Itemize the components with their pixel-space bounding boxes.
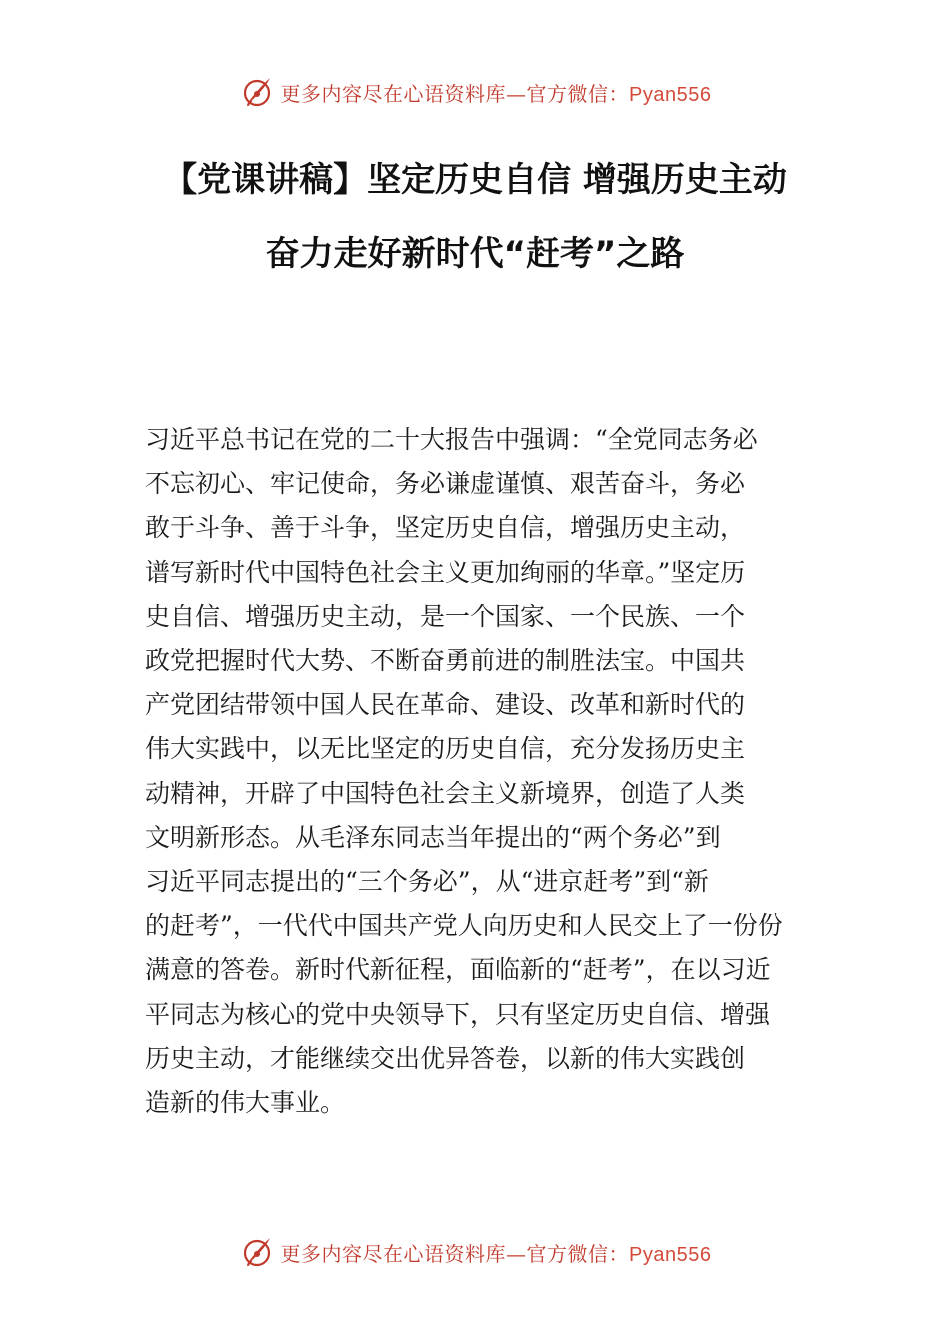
- body-line: 满意的答卷。新时代新征程，面临新的“赶考”，在以习近: [145, 955, 771, 985]
- footer-banner-text: 更多内容尽在心语资料库—官方微信：Pyan556: [280, 1241, 712, 1266]
- body-line: 造新的伟大事业。: [145, 1088, 346, 1118]
- body-line: 不忘初心、牢记使命，务必谦虚谨慎、艰苦奋斗，务必: [145, 469, 746, 499]
- body-line: 平同志为核心的党中央领导下，只有坚定历史自信、增强: [145, 999, 771, 1029]
- footer-banner: [0, 1230, 950, 1274]
- body-line: 敢于斗争、善于斗争，坚定历史自信，增强历史主动，: [145, 513, 746, 543]
- body-line: 文明新形态。从毛泽东同志当年提出的“两个务必”到: [145, 822, 721, 852]
- body-line: 政党把握时代大势、不断奋勇前进的制胜法宝。中国共: [145, 646, 746, 676]
- body-line: 习近平同志提出的“三个务必”，从“进京赶考”到“新: [145, 867, 709, 897]
- body-line: 产党团结带领中国人民在革命、建设、改革和新时代的: [145, 690, 746, 720]
- page-title-line-2: 奋力走好新时代“赶考”之路: [265, 234, 685, 274]
- body-line: 历史主动，才能继续交出优异答卷，以新的伟大实践创: [145, 1043, 746, 1073]
- quill-seal-icon: [239, 74, 275, 110]
- wechat-id: Pyan556: [629, 1243, 712, 1266]
- body-line: 的赶考”，一代代中国共产党人向历史和人民交上了一份份: [145, 911, 783, 941]
- header-banner: [0, 70, 950, 114]
- wechat-id: Pyan556: [629, 83, 712, 106]
- body-line: 史自信、增强历史主动，是一个国家、一个民族、一个: [145, 601, 746, 631]
- body-line: 伟大实践中，以无比坚定的历史自信，充分发扬历史主: [145, 734, 746, 764]
- body-paragraph: [145, 418, 817, 1125]
- page-title-line-1: 【党课讲稿】坚定历史自信 增强历史主动: [163, 160, 787, 200]
- body-line: 习近平总书记在党的二十大报告中强调：“全党同志务必: [145, 425, 758, 454]
- body-line: 动精神，开辟了中国特色社会主义新境界，创造了人类: [145, 778, 746, 808]
- quill-seal-icon: [239, 1234, 275, 1270]
- header-banner-text: 更多内容尽在心语资料库—官方微信：Pyan556: [280, 81, 712, 106]
- body-line: 谱写新时代中国特色社会主义更加绚丽的华章。”坚定历: [145, 557, 746, 587]
